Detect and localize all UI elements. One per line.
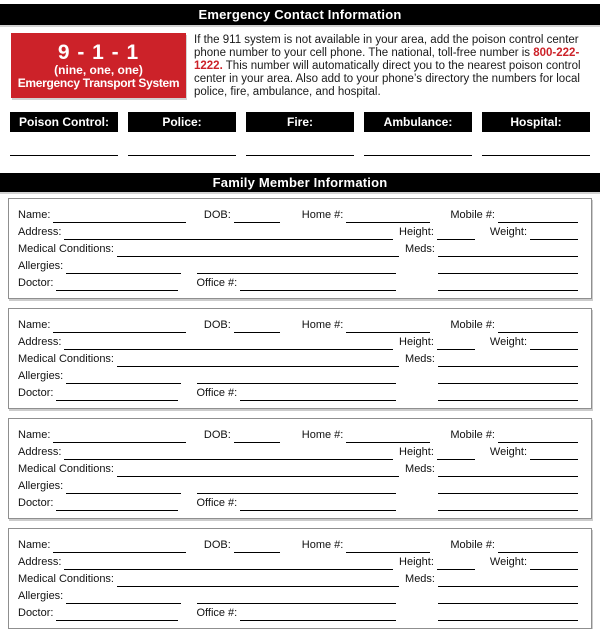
contact-label-ambulance: Ambulance: — [364, 112, 472, 132]
home-phone-field[interactable] — [346, 430, 430, 443]
height-field[interactable] — [437, 337, 475, 350]
allergies-field[interactable] — [66, 371, 181, 384]
name-field[interactable] — [53, 320, 185, 333]
911-caption: Emergency Transport System — [17, 76, 180, 90]
member-row-address — [18, 443, 578, 460]
911-number: 9 - 1 - 1 — [57, 41, 140, 64]
name-label: Name: — [18, 319, 51, 331]
911-number-words: (nine, one, one) — [54, 63, 143, 77]
meds-field[interactable] — [438, 574, 578, 587]
family-members-list — [8, 198, 592, 629]
dob-field[interactable] — [234, 210, 280, 223]
office-phone-label: Office #: — [196, 497, 238, 509]
meds-extra-field-2[interactable] — [438, 498, 578, 511]
contact-labels-row — [10, 112, 590, 132]
office-phone-field[interactable] — [240, 608, 396, 621]
member-row-medical — [18, 350, 578, 367]
doctor-field[interactable] — [56, 388, 178, 401]
height-label: Height: — [399, 226, 434, 238]
member-row-name — [18, 426, 578, 443]
home-phone-field[interactable] — [346, 210, 430, 223]
emergency-info-section — [11, 33, 600, 99]
height-field[interactable] — [437, 227, 475, 240]
doctor-field[interactable] — [56, 278, 178, 291]
allergies-label: Allergies: — [18, 260, 64, 272]
medical-conditions-field[interactable] — [117, 244, 399, 257]
address-label: Address: — [18, 556, 62, 568]
family-member-block — [8, 418, 592, 519]
family-member-block — [8, 198, 592, 299]
home-phone-label: Home #: — [301, 429, 344, 441]
home-phone-field[interactable] — [346, 320, 430, 333]
member-row-doctor — [18, 384, 578, 401]
meds-extra-field[interactable] — [438, 481, 578, 494]
allergies-label: Allergies: — [18, 590, 64, 602]
doctor-field[interactable] — [56, 608, 178, 621]
meds-extra-field-2[interactable] — [438, 278, 578, 291]
meds-extra-field[interactable] — [438, 261, 578, 274]
mobile-phone-field[interactable] — [498, 320, 578, 333]
member-row-address — [18, 223, 578, 240]
weight-field[interactable] — [530, 337, 578, 350]
address-field[interactable] — [64, 337, 393, 350]
height-field[interactable] — [437, 557, 475, 570]
mobile-phone-field[interactable] — [498, 210, 578, 223]
contact-label-fire: Fire: — [246, 112, 354, 132]
medical-conditions-field[interactable] — [117, 464, 399, 477]
medical-conditions-field[interactable] — [117, 574, 399, 587]
allergies-extra-field[interactable] — [197, 481, 396, 494]
allergies-label: Allergies: — [18, 370, 64, 382]
medical-conditions-label: Medical Conditions: — [18, 463, 114, 475]
section-title-emergency-contact: Emergency Contact Information — [0, 4, 600, 25]
poison-control-instructions — [194, 34, 600, 99]
address-field[interactable] — [64, 447, 393, 460]
mobile-phone-label: Mobile #: — [450, 539, 495, 551]
contact-label-police: Police: — [128, 112, 236, 132]
poison-control-phone-number: 800-222-1222. — [194, 47, 580, 72]
doctor-field[interactable] — [56, 498, 178, 511]
address-label: Address: — [18, 336, 62, 348]
address-field[interactable] — [64, 227, 393, 240]
medical-conditions-label: Medical Conditions: — [18, 353, 114, 365]
member-row-allergies — [18, 587, 578, 604]
meds-label: Meds: — [405, 353, 435, 365]
meds-extra-field-2[interactable] — [438, 388, 578, 401]
home-phone-field[interactable] — [346, 540, 430, 553]
mobile-phone-label: Mobile #: — [450, 319, 495, 331]
member-row-medical — [18, 570, 578, 587]
dob-label: DOB: — [203, 539, 231, 551]
meds-label: Meds: — [405, 243, 435, 255]
dob-label: DOB: — [203, 209, 231, 221]
family-member-block — [8, 308, 592, 409]
member-row-name — [18, 536, 578, 553]
meds-extra-field-2[interactable] — [438, 608, 578, 621]
dob-field[interactable] — [234, 540, 280, 553]
contact-label-poison-control: Poison Control: — [10, 112, 118, 132]
height-label: Height: — [399, 336, 434, 348]
mobile-phone-label: Mobile #: — [450, 429, 495, 441]
allergies-field[interactable] — [66, 591, 181, 604]
instructions-text-before: If the 911 system is not available in your area, add the poison control center phone number to your cell phone. The national, toll-free number is — [194, 34, 579, 59]
police-blank-field[interactable] — [128, 154, 236, 156]
office-phone-field[interactable] — [240, 388, 396, 401]
meds-extra-field[interactable] — [438, 591, 578, 604]
medical-conditions-field[interactable] — [117, 354, 399, 367]
contact-blank-lines-row — [10, 154, 590, 156]
allergies-label: Allergies: — [18, 480, 64, 492]
weight-label: Weight: — [489, 336, 527, 348]
weight-field[interactable] — [530, 447, 578, 460]
allergies-field[interactable] — [66, 481, 181, 494]
medical-conditions-label: Medical Conditions: — [18, 243, 114, 255]
allergies-extra-field[interactable] — [197, 261, 396, 274]
name-label: Name: — [18, 539, 51, 551]
office-phone-field[interactable] — [240, 278, 396, 291]
dob-field[interactable] — [234, 430, 280, 443]
office-phone-label: Office #: — [196, 387, 238, 399]
office-phone-field[interactable] — [240, 498, 396, 511]
name-field[interactable] — [53, 430, 185, 443]
member-row-medical — [18, 460, 578, 477]
weight-label: Weight: — [489, 226, 527, 238]
mobile-phone-label: Mobile #: — [450, 209, 495, 221]
allergies-extra-field[interactable] — [197, 591, 396, 604]
office-phone-label: Office #: — [196, 607, 238, 619]
weight-field[interactable] — [530, 557, 578, 570]
name-field[interactable] — [53, 210, 185, 223]
meds-field[interactable] — [438, 244, 578, 257]
dob-label: DOB: — [203, 429, 231, 441]
member-row-doctor — [18, 274, 578, 291]
weight-label: Weight: — [489, 556, 527, 568]
weight-label: Weight: — [489, 446, 527, 458]
doctor-label: Doctor: — [18, 607, 54, 619]
allergies-extra-field[interactable] — [197, 371, 396, 384]
meds-field[interactable] — [438, 464, 578, 477]
home-phone-label: Home #: — [301, 209, 344, 221]
911-emergency-box — [11, 33, 186, 98]
address-label: Address: — [18, 226, 62, 238]
member-row-name — [18, 316, 578, 333]
member-row-allergies — [18, 257, 578, 274]
family-member-block — [8, 528, 592, 629]
name-field[interactable] — [53, 540, 185, 553]
meds-label: Meds: — [405, 463, 435, 475]
section-title-family-member: Family Member Information — [0, 173, 600, 192]
height-field[interactable] — [437, 447, 475, 460]
member-row-medical — [18, 240, 578, 257]
instructions-text-after: This number will automatically direct you to the nearest poison control center in your area. Also add to your phone’s directory the numbers for local police, fire, ambulance, and hospital. — [194, 60, 581, 98]
meds-field[interactable] — [438, 354, 578, 367]
dob-label: DOB: — [203, 319, 231, 331]
member-row-name — [18, 206, 578, 223]
member-row-allergies — [18, 477, 578, 494]
member-row-doctor — [18, 494, 578, 511]
doctor-label: Doctor: — [18, 387, 54, 399]
poison-control-blank-field[interactable] — [10, 154, 118, 156]
height-label: Height: — [399, 446, 434, 458]
doctor-label: Doctor: — [18, 277, 54, 289]
name-label: Name: — [18, 209, 51, 221]
ambulance-blank-field[interactable] — [364, 154, 472, 156]
dob-field[interactable] — [234, 320, 280, 333]
doctor-label: Doctor: — [18, 497, 54, 509]
allergies-field[interactable] — [66, 261, 181, 274]
address-field[interactable] — [64, 557, 393, 570]
member-row-allergies — [18, 367, 578, 384]
home-phone-label: Home #: — [301, 319, 344, 331]
member-row-address — [18, 333, 578, 350]
mobile-phone-field[interactable] — [498, 540, 578, 553]
home-phone-label: Home #: — [301, 539, 344, 551]
weight-field[interactable] — [530, 227, 578, 240]
meds-label: Meds: — [405, 573, 435, 585]
medical-conditions-label: Medical Conditions: — [18, 573, 114, 585]
height-label: Height: — [399, 556, 434, 568]
member-row-address — [18, 553, 578, 570]
address-label: Address: — [18, 446, 62, 458]
hospital-blank-field[interactable] — [482, 154, 590, 156]
mobile-phone-field[interactable] — [498, 430, 578, 443]
name-label: Name: — [18, 429, 51, 441]
contact-label-hospital: Hospital: — [482, 112, 590, 132]
fire-blank-field[interactable] — [246, 154, 354, 156]
member-row-doctor — [18, 604, 578, 621]
office-phone-label: Office #: — [196, 277, 238, 289]
meds-extra-field[interactable] — [438, 371, 578, 384]
